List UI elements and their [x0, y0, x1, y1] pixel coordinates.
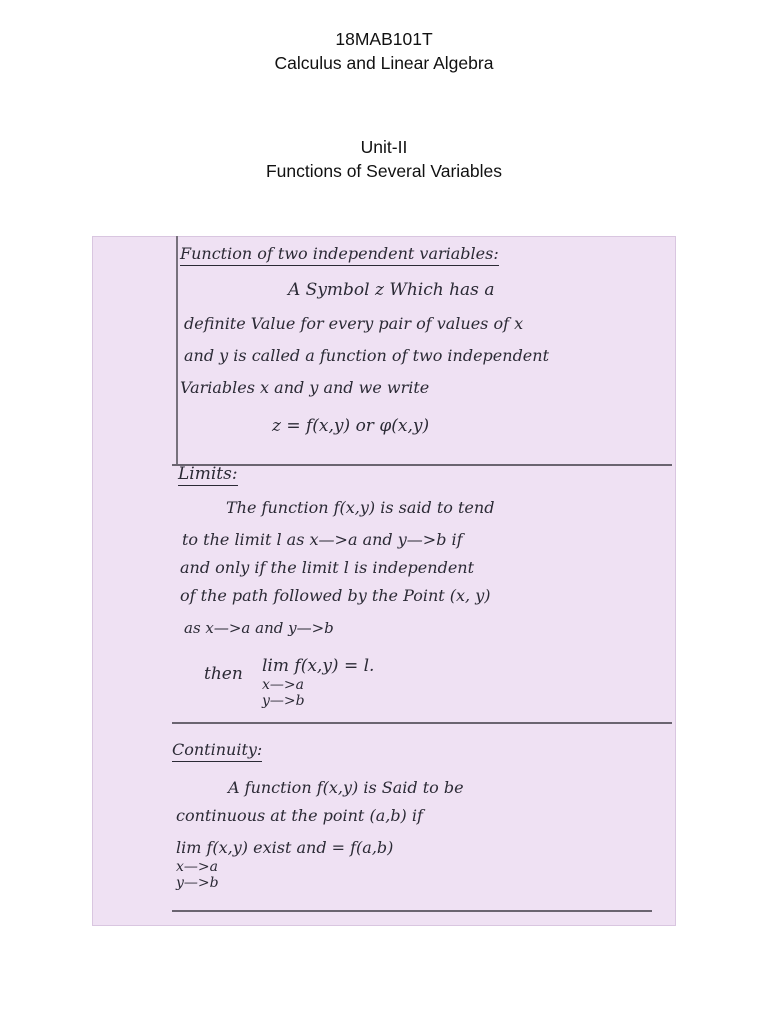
- note-line: Variables x and y and we write: [180, 378, 430, 397]
- handwritten-notes-page: [92, 236, 676, 926]
- unit-label: Unit-II: [360, 137, 408, 157]
- section-divider: [172, 910, 652, 912]
- limit-subscript: y—>b: [262, 693, 305, 709]
- note-line: and y is called a function of two independent: [184, 346, 550, 365]
- course-code: 18MAB101T: [335, 29, 433, 49]
- note-line: continuous at the point (a,b) if: [176, 806, 423, 825]
- section-divider: [172, 722, 672, 724]
- note-line: A Symbol z Which has a: [288, 280, 495, 300]
- limit-expression: lim f(x,y) = l.: [262, 656, 375, 676]
- limit-subscript: x—>a: [262, 677, 304, 693]
- note-line: as x—>a and y—>b: [184, 619, 334, 637]
- section-heading-function: Function of two independent variables:: [180, 244, 499, 266]
- formula: z = f(x,y) or φ(x,y): [272, 416, 430, 436]
- note-line: definite Value for every pair of values of x: [184, 314, 524, 333]
- limit-subscript: x—>a: [176, 859, 218, 875]
- note-line: A function f(x,y) is Said to be: [228, 778, 464, 797]
- note-line: lim f(x,y) exist and = f(a,b): [176, 838, 394, 857]
- margin-line: [176, 236, 178, 466]
- note-line: to the limit l as x—>a and y—>b if: [182, 530, 463, 549]
- course-title: Calculus and Linear Algebra: [274, 53, 494, 73]
- note-line: The function f(x,y) is said to tend: [226, 498, 495, 517]
- section-heading-limits: Limits:: [178, 464, 238, 484]
- note-then: then: [204, 664, 243, 684]
- section-divider: [172, 464, 672, 466]
- unit-title: Functions of Several Variables: [265, 161, 503, 181]
- note-line: and only if the limit l is independent: [180, 558, 475, 577]
- limit-subscript: y—>b: [176, 875, 219, 891]
- note-line: of the path followed by the Point (x, y): [180, 586, 491, 605]
- section-heading-continuity: Continuity:: [172, 740, 262, 762]
